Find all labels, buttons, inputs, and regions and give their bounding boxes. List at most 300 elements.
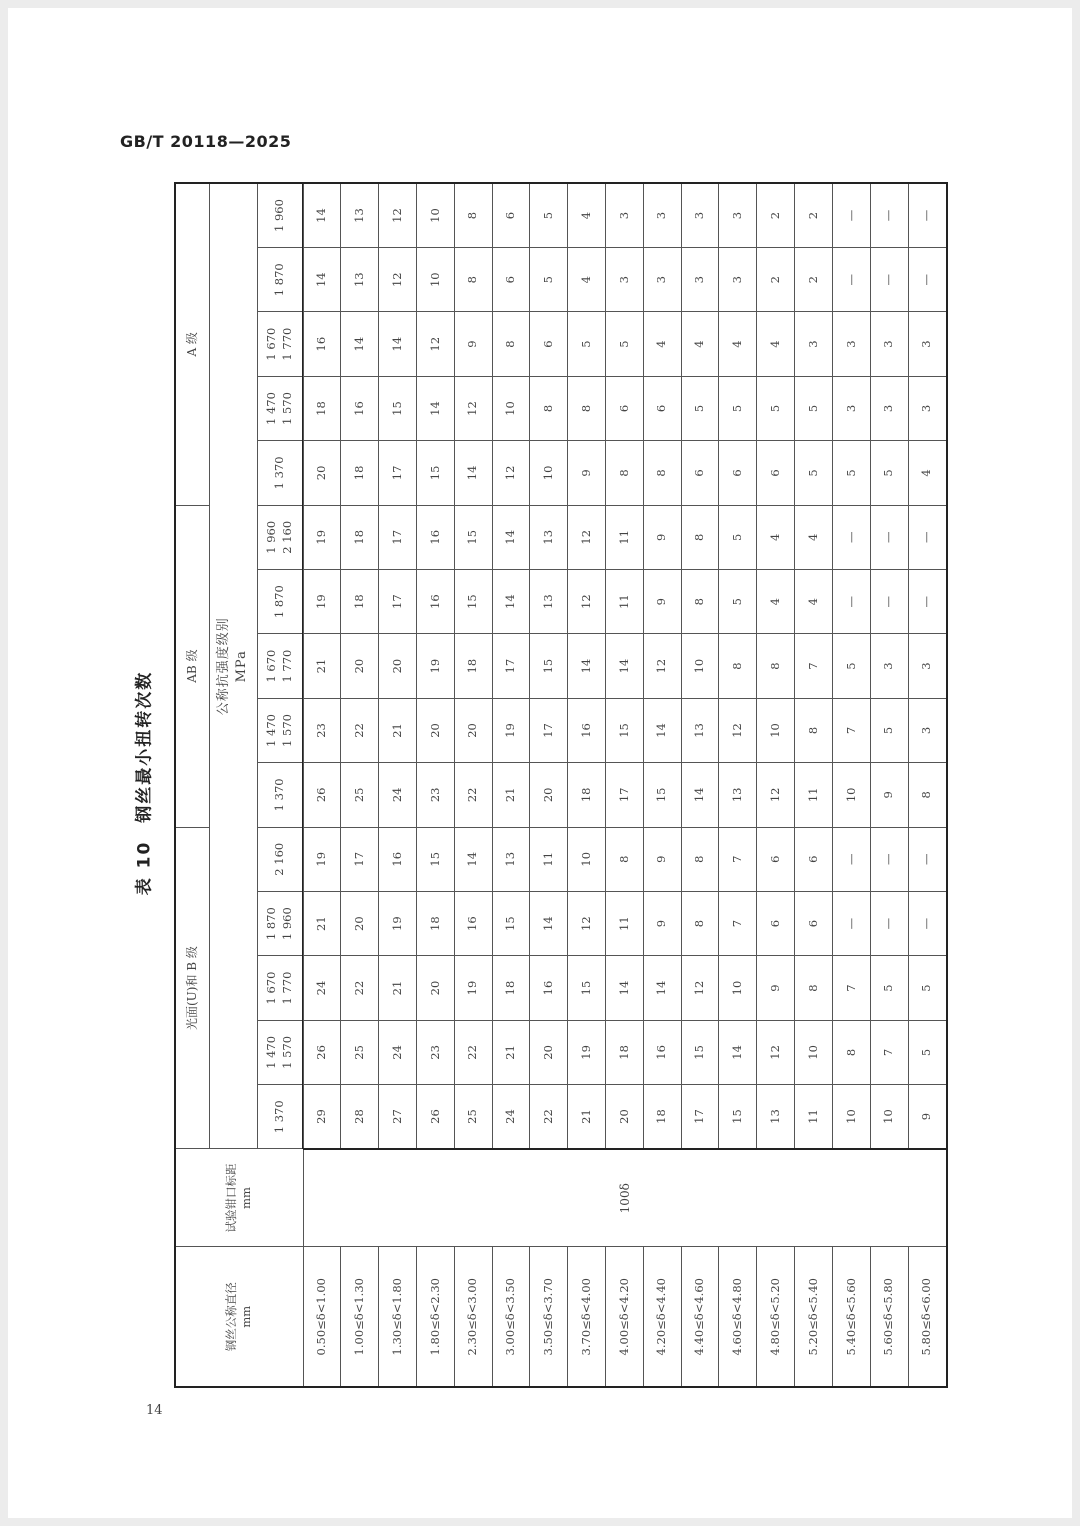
value-cell: 10	[832, 763, 870, 827]
value-cell: 3	[832, 376, 870, 440]
value-cell: 8	[681, 505, 719, 569]
header-strength-grade: 2 160	[257, 827, 303, 891]
value-cell: 15	[719, 1085, 757, 1149]
standard-code: GB/T 20118—2025	[120, 132, 292, 151]
value-cell: 14	[379, 312, 417, 376]
value-cell: 21	[568, 1085, 606, 1149]
value-cell: 23	[416, 1020, 454, 1084]
header-strength-grade: 1 870 1 960	[257, 891, 303, 955]
value-cell: 17	[530, 698, 568, 762]
value-cell: 11	[530, 827, 568, 891]
value-cell: 8	[606, 827, 644, 891]
table-title: 钢丝最小扭转次数	[134, 670, 155, 823]
diameter-cell: 0.50≤δ<1.00	[303, 1247, 341, 1387]
value-cell: —	[832, 569, 870, 633]
value-cell: 14	[606, 956, 644, 1020]
value-cell: 19	[303, 505, 341, 569]
value-cell: 18	[454, 634, 492, 698]
value-cell: 9	[643, 505, 681, 569]
value-cell: 5	[908, 1020, 947, 1084]
value-cell: 9	[454, 312, 492, 376]
value-cell: 13	[341, 248, 379, 312]
value-cell: 5	[832, 441, 870, 505]
value-cell: 18	[416, 891, 454, 955]
header-strength-grade: 1 370	[257, 441, 303, 505]
value-cell: 12	[757, 763, 795, 827]
diameter-cell: 4.40≤δ<4.60	[681, 1247, 719, 1387]
value-cell: 17	[681, 1085, 719, 1149]
value-cell: 3	[832, 312, 870, 376]
value-cell: 6	[757, 891, 795, 955]
diameter-cell: 5.60≤δ<5.80	[870, 1247, 908, 1387]
value-cell: 15	[530, 634, 568, 698]
value-cell: 20	[530, 1020, 568, 1084]
table-caption	[130, 671, 155, 896]
value-cell: 8	[908, 763, 947, 827]
value-cell: 5	[681, 376, 719, 440]
header-strength-grade: 1 870	[257, 569, 303, 633]
value-cell: 12	[568, 505, 606, 569]
diameter-cell: 1.30≤δ<1.80	[379, 1247, 417, 1387]
value-cell: 20	[606, 1085, 644, 1149]
value-cell: 16	[416, 569, 454, 633]
value-cell: 14	[341, 312, 379, 376]
value-cell: 8	[643, 441, 681, 505]
value-cell: 17	[492, 634, 530, 698]
value-cell: 5	[870, 441, 908, 505]
value-cell: 20	[530, 763, 568, 827]
value-cell: 6	[606, 376, 644, 440]
value-cell: —	[870, 183, 908, 248]
value-cell: —	[870, 569, 908, 633]
value-cell: 18	[341, 441, 379, 505]
value-cell: 5	[530, 183, 568, 248]
value-cell: 7	[870, 1020, 908, 1084]
value-cell: 11	[795, 1085, 833, 1149]
value-cell: 19	[303, 827, 341, 891]
value-cell: 16	[341, 376, 379, 440]
value-cell: 15	[568, 956, 606, 1020]
header-strength-grade: 1 370	[257, 763, 303, 827]
value-cell: 4	[681, 312, 719, 376]
value-cell: 22	[454, 763, 492, 827]
diameter-cell: 4.60≤δ<4.80	[719, 1247, 757, 1387]
value-cell: 3	[908, 634, 947, 698]
value-cell: 16	[379, 827, 417, 891]
diameter-cell: 1.00≤δ<1.30	[341, 1247, 379, 1387]
value-cell: 24	[379, 1020, 417, 1084]
page-number: 14	[146, 1403, 163, 1418]
value-cell: 21	[379, 698, 417, 762]
value-cell: 12	[416, 312, 454, 376]
value-cell: 25	[454, 1085, 492, 1149]
gauge-cell: 100δ	[303, 1149, 947, 1247]
value-cell: 14	[719, 1020, 757, 1084]
value-cell: 16	[643, 1020, 681, 1084]
value-cell: 8	[757, 634, 795, 698]
value-cell: 14	[492, 569, 530, 633]
value-cell: 15	[416, 827, 454, 891]
value-cell: —	[832, 505, 870, 569]
value-cell: 14	[606, 634, 644, 698]
value-cell: 8	[681, 891, 719, 955]
value-cell: 25	[341, 763, 379, 827]
value-cell: 16	[303, 312, 341, 376]
value-cell: —	[832, 183, 870, 248]
value-cell: 15	[606, 698, 644, 762]
value-cell: 13	[530, 569, 568, 633]
value-cell: —	[870, 505, 908, 569]
value-cell: 9	[643, 827, 681, 891]
value-cell: 3	[643, 248, 681, 312]
value-cell: 19	[379, 891, 417, 955]
value-cell: 7	[832, 956, 870, 1020]
value-cell: 4	[757, 505, 795, 569]
value-cell: 3	[908, 698, 947, 762]
value-cell: 10	[416, 248, 454, 312]
header-strength-grade: 1 470 1 570	[257, 1020, 303, 1084]
value-cell: 2	[757, 183, 795, 248]
value-cell: 20	[341, 891, 379, 955]
value-cell: 12	[454, 376, 492, 440]
value-cell: 20	[341, 634, 379, 698]
value-cell: 26	[303, 763, 341, 827]
value-cell: 5	[530, 248, 568, 312]
header-strength-grade: 1 670 1 770	[257, 956, 303, 1020]
value-cell: 19	[492, 698, 530, 762]
value-cell: 15	[454, 569, 492, 633]
value-cell: 12	[757, 1020, 795, 1084]
value-cell: 15	[416, 441, 454, 505]
header-strength-grade: 1 670 1 770	[257, 634, 303, 698]
value-cell: 8	[606, 441, 644, 505]
value-cell: 19	[568, 1020, 606, 1084]
value-cell: 15	[681, 1020, 719, 1084]
value-cell: 5	[795, 376, 833, 440]
value-cell: 16	[454, 891, 492, 955]
value-cell: 21	[379, 956, 417, 1020]
value-cell: 20	[416, 698, 454, 762]
diameter-cell: 5.20≤δ<5.40	[795, 1247, 833, 1387]
value-cell: 3	[719, 248, 757, 312]
value-cell: 13	[719, 763, 757, 827]
header-strength-grade: 1 870	[257, 248, 303, 312]
value-cell: 4	[757, 312, 795, 376]
value-cell: —	[832, 248, 870, 312]
value-cell: 21	[303, 634, 341, 698]
value-cell: 14	[530, 891, 568, 955]
value-cell: —	[908, 891, 947, 955]
value-cell: 6	[681, 441, 719, 505]
diameter-cell: 1.80≤δ<2.30	[416, 1247, 454, 1387]
value-cell: 14	[643, 698, 681, 762]
value-cell: 13	[757, 1085, 795, 1149]
diameter-cell: 3.00≤δ<3.50	[492, 1247, 530, 1387]
value-cell: 8	[681, 569, 719, 633]
rotated-table-area	[174, 182, 948, 1388]
value-cell: 17	[379, 569, 417, 633]
value-cell: 20	[454, 698, 492, 762]
value-cell: 2	[795, 248, 833, 312]
value-cell: 8	[795, 956, 833, 1020]
table-wrapper	[174, 182, 948, 1388]
value-cell: 9	[870, 763, 908, 827]
value-cell: 5	[870, 698, 908, 762]
value-cell: 15	[379, 376, 417, 440]
value-cell: 4	[795, 569, 833, 633]
value-cell: 20	[379, 634, 417, 698]
value-cell: 6	[795, 891, 833, 955]
header-strength-grade: 1 470 1 570	[257, 698, 303, 762]
value-cell: 4	[757, 569, 795, 633]
value-cell: —	[832, 827, 870, 891]
value-cell: 10	[416, 183, 454, 248]
value-cell: 10	[492, 376, 530, 440]
diameter-cell: 3.50≤δ<3.70	[530, 1247, 568, 1387]
value-cell: 3	[606, 248, 644, 312]
value-cell: 12	[568, 569, 606, 633]
value-cell: 14	[416, 376, 454, 440]
value-cell: 5	[719, 569, 757, 633]
value-cell: —	[832, 891, 870, 955]
value-cell: 6	[492, 248, 530, 312]
value-cell: 7	[832, 698, 870, 762]
header-diameter: 钢丝公称直径 mm	[175, 1247, 303, 1387]
value-cell: —	[908, 505, 947, 569]
value-cell: 5	[832, 634, 870, 698]
value-cell: 8	[568, 376, 606, 440]
value-cell: 18	[341, 569, 379, 633]
value-cell: 7	[719, 827, 757, 891]
value-cell: 8	[832, 1020, 870, 1084]
value-cell: 4	[568, 183, 606, 248]
value-cell: 9	[908, 1085, 947, 1149]
value-cell: 3	[681, 183, 719, 248]
value-cell: 25	[341, 1020, 379, 1084]
header-strength-grade: 1 470 1 570	[257, 376, 303, 440]
value-cell: 12	[492, 441, 530, 505]
value-cell: 3	[870, 312, 908, 376]
value-cell: 3	[870, 376, 908, 440]
value-cell: 4	[908, 441, 947, 505]
diameter-cell: 4.80≤δ<5.20	[757, 1247, 795, 1387]
value-cell: 8	[492, 312, 530, 376]
value-cell: 8	[719, 634, 757, 698]
value-cell: 13	[681, 698, 719, 762]
value-cell: 16	[568, 698, 606, 762]
value-cell: 15	[643, 763, 681, 827]
value-cell: 3	[908, 376, 947, 440]
value-cell: 12	[379, 248, 417, 312]
value-cell: 12	[719, 698, 757, 762]
value-cell: 5	[795, 441, 833, 505]
value-cell: 29	[303, 1085, 341, 1149]
header-group-b: 光面(U)和 B 级	[175, 827, 209, 1149]
header-strength: 公称抗强度级别 MPa	[209, 183, 257, 1149]
value-cell: 4	[719, 312, 757, 376]
value-cell: 22	[530, 1085, 568, 1149]
value-cell: —	[908, 248, 947, 312]
torsion-table	[174, 182, 948, 1388]
value-cell: 9	[643, 891, 681, 955]
value-cell: 22	[341, 698, 379, 762]
value-cell: 4	[795, 505, 833, 569]
diameter-cell: 5.80≤δ<6.00	[908, 1247, 947, 1387]
value-cell: 17	[379, 441, 417, 505]
value-cell: 14	[681, 763, 719, 827]
value-cell: 18	[341, 505, 379, 569]
value-cell: 5	[719, 505, 757, 569]
value-cell: 8	[530, 376, 568, 440]
table-row	[303, 183, 341, 1387]
value-cell: 8	[454, 183, 492, 248]
value-cell: 5	[606, 312, 644, 376]
header-strength-grade: 1 370	[257, 1085, 303, 1149]
value-cell: 26	[303, 1020, 341, 1084]
value-cell: 5	[757, 376, 795, 440]
diameter-cell: 4.20≤δ<4.40	[643, 1247, 681, 1387]
value-cell: 14	[643, 956, 681, 1020]
value-cell: 3	[643, 183, 681, 248]
value-cell: 15	[454, 505, 492, 569]
value-cell: 22	[341, 956, 379, 1020]
value-cell: —	[908, 569, 947, 633]
value-cell: 12	[643, 634, 681, 698]
value-cell: 17	[379, 505, 417, 569]
value-cell: 14	[303, 183, 341, 248]
value-cell: 18	[606, 1020, 644, 1084]
value-cell: 8	[681, 827, 719, 891]
value-cell: 7	[795, 634, 833, 698]
value-cell: 14	[454, 441, 492, 505]
value-cell: 16	[530, 956, 568, 1020]
value-cell: 6	[643, 376, 681, 440]
diameter-cell: 5.40≤δ<5.60	[832, 1247, 870, 1387]
value-cell: 10	[681, 634, 719, 698]
value-cell: 20	[416, 956, 454, 1020]
value-cell: 22	[454, 1020, 492, 1084]
value-cell: 17	[341, 827, 379, 891]
diameter-cell: 2.30≤δ<3.00	[454, 1247, 492, 1387]
value-cell: 18	[643, 1085, 681, 1149]
header-group-a: A 级	[175, 183, 209, 505]
diameter-cell: 4.00≤δ<4.20	[606, 1247, 644, 1387]
value-cell: 12	[568, 891, 606, 955]
value-cell: 24	[303, 956, 341, 1020]
value-cell: 6	[719, 441, 757, 505]
value-cell: 27	[379, 1085, 417, 1149]
value-cell: 16	[416, 505, 454, 569]
value-cell: 8	[795, 698, 833, 762]
header-strength-grade: 1 960 2 160	[257, 505, 303, 569]
value-cell: 4	[568, 248, 606, 312]
value-cell: 2	[795, 183, 833, 248]
value-cell: 10	[568, 827, 606, 891]
value-cell: 3	[870, 634, 908, 698]
value-cell: 26	[416, 1085, 454, 1149]
value-cell: 24	[492, 1085, 530, 1149]
value-cell: 6	[795, 827, 833, 891]
value-cell: 14	[568, 634, 606, 698]
diameter-cell: 3.70≤δ<4.00	[568, 1247, 606, 1387]
value-cell: —	[908, 183, 947, 248]
value-cell: 3	[681, 248, 719, 312]
value-cell: 3	[719, 183, 757, 248]
value-cell: 14	[492, 505, 530, 569]
value-cell: 4	[643, 312, 681, 376]
value-cell: 3	[795, 312, 833, 376]
value-cell: 19	[416, 634, 454, 698]
value-cell: 23	[416, 763, 454, 827]
value-cell: 23	[303, 698, 341, 762]
value-cell: 10	[530, 441, 568, 505]
header-strength-grade: 1 670 1 770	[257, 312, 303, 376]
value-cell: 10	[757, 698, 795, 762]
value-cell: 21	[492, 763, 530, 827]
value-cell: —	[908, 827, 947, 891]
value-cell: —	[870, 827, 908, 891]
value-cell: 21	[492, 1020, 530, 1084]
value-cell: 6	[757, 827, 795, 891]
value-cell: 11	[606, 569, 644, 633]
value-cell: 3	[606, 183, 644, 248]
value-cell: 14	[303, 248, 341, 312]
header-gauge: 试验钳口标距 mm	[175, 1149, 303, 1247]
value-cell: 10	[795, 1020, 833, 1084]
value-cell: 13	[492, 827, 530, 891]
value-cell: 9	[757, 956, 795, 1020]
value-cell: 20	[303, 441, 341, 505]
value-cell: 11	[795, 763, 833, 827]
header-group-ab: AB 级	[175, 505, 209, 827]
value-cell: 24	[379, 763, 417, 827]
value-cell: 9	[643, 569, 681, 633]
value-cell: —	[870, 891, 908, 955]
value-cell: 13	[530, 505, 568, 569]
value-cell: 3	[908, 312, 947, 376]
value-cell: 28	[341, 1085, 379, 1149]
value-cell: 17	[606, 763, 644, 827]
value-cell: 14	[454, 827, 492, 891]
value-cell: 6	[530, 312, 568, 376]
value-cell: 5	[719, 376, 757, 440]
value-cell: 5	[908, 956, 947, 1020]
value-cell: 15	[492, 891, 530, 955]
value-cell: 2	[757, 248, 795, 312]
value-cell: 18	[568, 763, 606, 827]
value-cell: —	[870, 248, 908, 312]
value-cell: 10	[870, 1085, 908, 1149]
value-cell: 18	[303, 376, 341, 440]
value-cell: 18	[492, 956, 530, 1020]
value-cell: 19	[454, 956, 492, 1020]
value-cell: 13	[341, 183, 379, 248]
value-cell: 10	[832, 1085, 870, 1149]
value-cell: 12	[379, 183, 417, 248]
value-cell: 21	[303, 891, 341, 955]
value-cell: 11	[606, 505, 644, 569]
header-strength-grade: 1 960	[257, 183, 303, 248]
value-cell: 7	[719, 891, 757, 955]
value-cell: 11	[606, 891, 644, 955]
value-cell: 6	[492, 183, 530, 248]
value-cell: 12	[681, 956, 719, 1020]
value-cell: 9	[568, 441, 606, 505]
value-cell: 5	[870, 956, 908, 1020]
value-cell: 5	[568, 312, 606, 376]
table-number: 表 10	[134, 840, 155, 896]
value-cell: 8	[454, 248, 492, 312]
